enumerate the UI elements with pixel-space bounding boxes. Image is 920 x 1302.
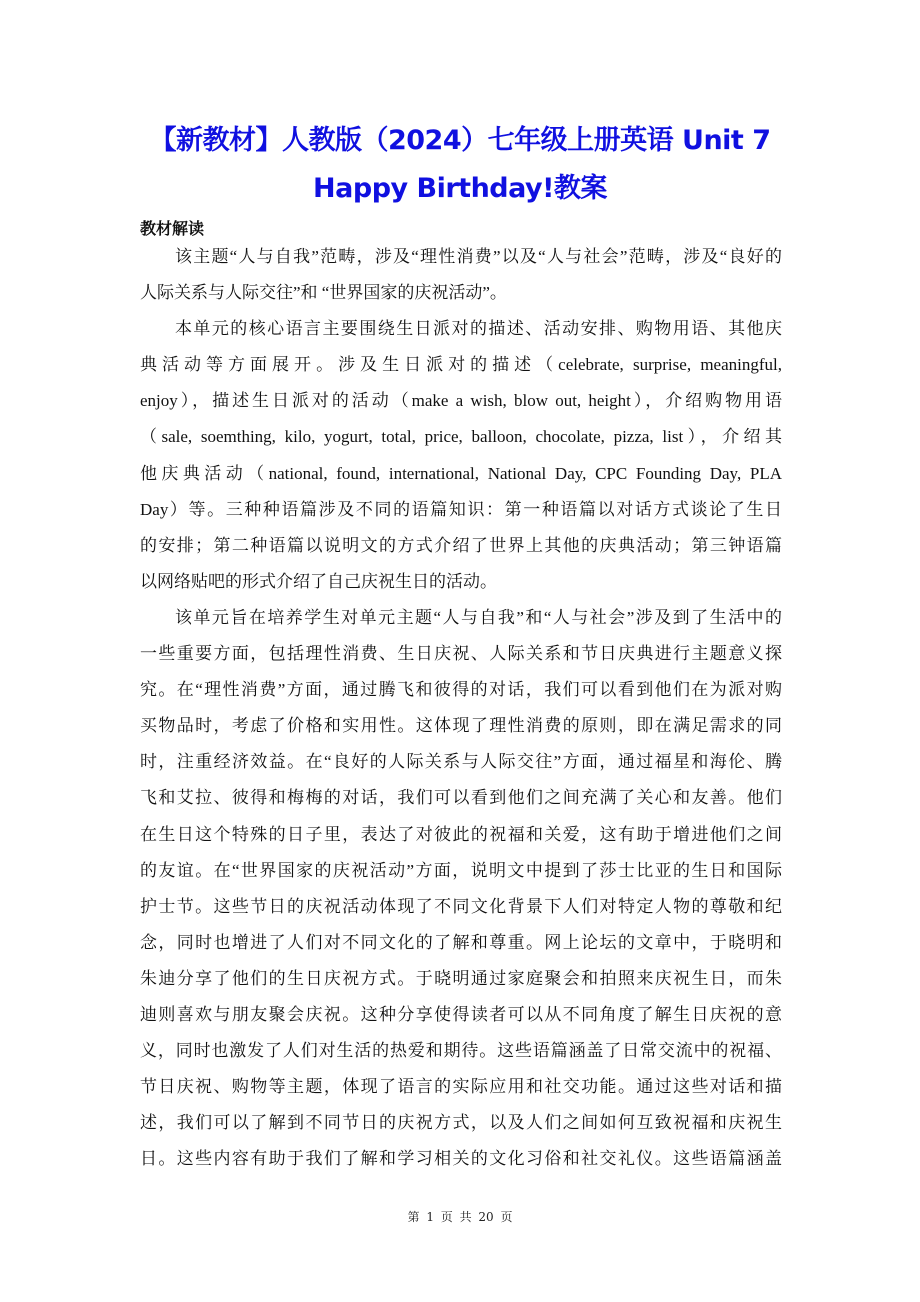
- section-heading: 教材解读: [140, 219, 205, 238]
- paragraph: [140, 604, 782, 1182]
- paragraph-line: enjoy），描述生日派对的活动（make a wish, blow out, height），介绍购物用语: [140, 391, 782, 411]
- paragraph-line: 护士节。这些节日的庆祝活动体现了不同文化背景下人们对特定人物的尊敬和纪: [140, 896, 782, 916]
- document-body: [140, 243, 782, 1181]
- paragraph-line: 以网络贴吧的形式介绍了自己庆祝生日的活动。: [140, 571, 497, 591]
- paragraph-line: 的友谊。在“世界国家的庆祝活动”方面，说明文中提到了莎士比亚的生日和国际: [140, 860, 782, 880]
- paragraph-line: 时，注重经济效益。在“良好的人际关系与人际交往”方面，通过福星和海伦、腾: [140, 752, 782, 772]
- paragraph-line: 买物品时，考虑了价格和实用性。这体现了理性消费的原则，即在满足需求的同: [140, 716, 782, 736]
- paragraph-line: 典活动等方面展开。涉及生日派对的描述（celebrate, surprise, meaningful,: [140, 355, 782, 375]
- paragraph-line: 该主题“人与自我”范畴，涉及“理性消费”以及“人与社会”范畴，涉及“良好的: [175, 247, 782, 266]
- paragraph-line: Day）等。三种种语篇涉及不同的语篇知识：第一种语篇以对话方式谈论了生日: [140, 499, 782, 519]
- paragraph-line: 朱迪分享了他们的生日庆祝方式。于晓明通过家庭聚会和拍照来庆祝生日，而朱: [140, 968, 782, 988]
- page-footer: 第 1 页 共 20 页: [407, 1210, 513, 1224]
- paragraph-line: 一些重要方面，包括理性消费、生日庆祝、人际关系和节日庆典进行主题意义探: [140, 644, 782, 664]
- paragraph-line: 日。这些内容有助于我们了解和学习相关的文化习俗和社交礼仪。这些语篇涵盖: [140, 1149, 782, 1169]
- paragraph-line: 他庆典活动（national, found, international, National Day, CPC Founding Day, PLA: [140, 463, 782, 483]
- paragraph-line: 述，我们可以了解到不同节日的庆祝方式，以及人们之间如何互致祝福和庆祝生: [140, 1113, 782, 1133]
- paragraph-line: 节日庆祝、购物等主题，体现了语言的实际应用和社交功能。通过这些对话和描: [140, 1077, 782, 1097]
- paragraph-line: 的安排；第二种语篇以说明文的方式介绍了世界上其他的庆典活动；第三钟语篇: [140, 535, 782, 555]
- paragraph-line: 本单元的核心语言主要围绕生日派对的描述、活动安排、购物用语、其他庆: [175, 319, 782, 339]
- paragraph-line: （sale, soemthing, kilo, yogurt, total, price, balloon, chocolate, pizza, list），介绍其: [140, 427, 782, 447]
- paragraph-line: 念，同时也增进了人们对不同文化的了解和尊重。网上论坛的文章中，于晓明和: [140, 932, 782, 952]
- paragraph-line: 飞和艾拉、彼得和梅梅的对话，我们可以看到他们之间充满了关心和友善。他们: [140, 788, 782, 808]
- paragraph-line: 究。在“理性消费”方面，通过腾飞和彼得的对话，我们可以看到他们在为派对购: [140, 680, 782, 700]
- paragraph-line: 义，同时也激发了人们对生活的热爱和期待。这些语篇涵盖了日常交流中的祝福、: [140, 1041, 782, 1061]
- paragraph: [140, 315, 782, 604]
- paragraph-line: 人际关系与人际交往”和 “世界国家的庆祝活动”。: [140, 283, 507, 303]
- paragraph-line: 迪则喜欢与朋友聚会庆祝。这种分享使得读者可以从不同角度了解生日庆祝的意: [140, 1004, 782, 1024]
- paragraph-line: 该单元旨在培养学生对单元主题“人与自我”和“人与社会”涉及到了生活中的: [175, 607, 782, 627]
- paragraph: [140, 243, 782, 315]
- document-title-line-1: 【新教材】人教版（2024）七年级上册英语 Unit 7: [149, 125, 771, 156]
- paragraph-line: 在生日这个特殊的日子里，表达了对彼此的祝福和关爱，这有助于增进他们之间: [140, 824, 782, 844]
- document-title-line-2: Happy Birthday!教案: [313, 173, 607, 204]
